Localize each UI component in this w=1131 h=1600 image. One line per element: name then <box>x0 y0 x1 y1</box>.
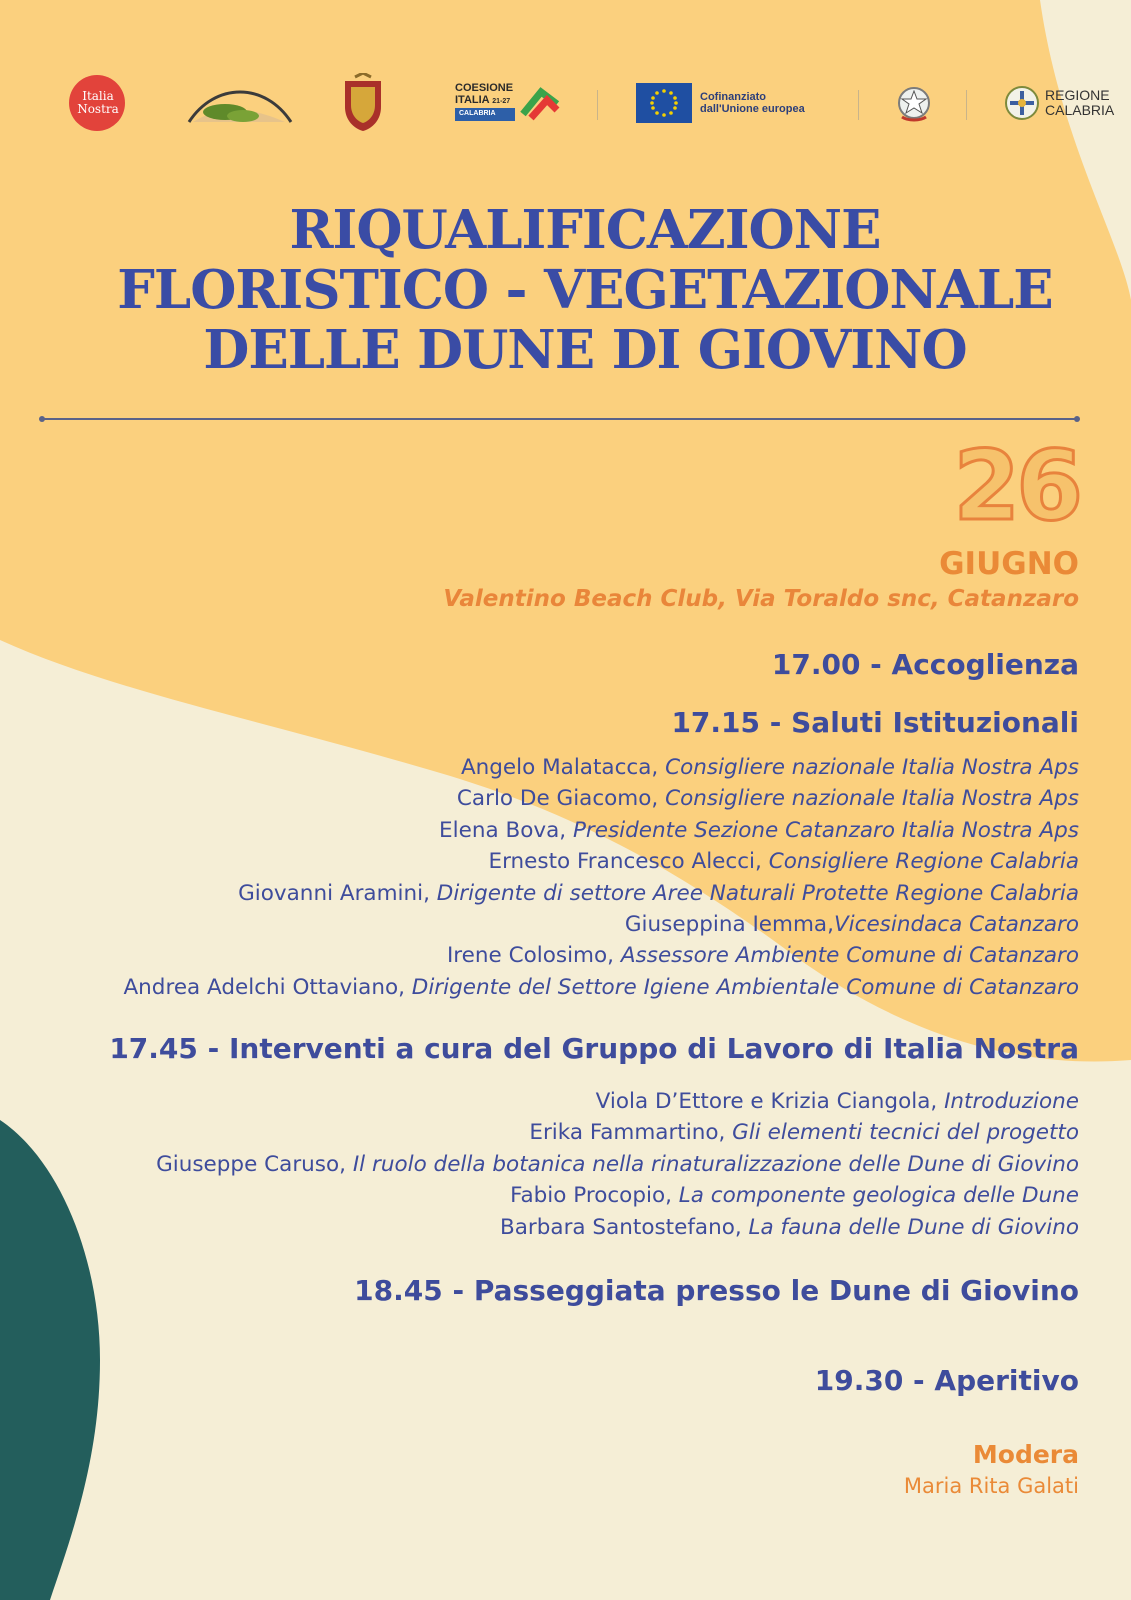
speaker-name: Erika Fammartino, <box>529 1120 733 1146</box>
title-line1: RIQUALIFICAZIONE <box>289 199 881 261</box>
talk-topic: La fauna delle Dune di Giovino <box>748 1214 1079 1240</box>
coesione-region: CALABRIA <box>459 110 496 117</box>
moderator-name: Maria Rita Galati <box>903 1474 1079 1498</box>
speaker-name: Giovanni Aramini, <box>238 880 437 906</box>
speaker-name: Viola D’Ettore e Krizia Ciangola, <box>595 1089 945 1114</box>
talk-speaker <box>156 1117 1079 1148</box>
greeting-speaker <box>123 846 1079 877</box>
speaker-name: Barbara Santostefano, <box>500 1214 749 1240</box>
italian-republic-emblem-icon <box>896 70 936 136</box>
dune-landscape-logo <box>185 70 295 136</box>
regione-calabria-emblem-icon <box>1005 86 1039 120</box>
speaker-name: Irene Colosimo, <box>446 943 621 969</box>
greeting-speaker <box>123 909 1079 940</box>
talk-topic: Introduzione <box>944 1089 1079 1114</box>
talk-speaker <box>156 1086 1079 1117</box>
event-title <box>40 200 1130 380</box>
speaker-name: Ernesto Francesco Alecci, <box>488 849 769 875</box>
greeting-speaker <box>123 752 1079 783</box>
eu-line2: dall'Unione europea <box>700 103 805 115</box>
italia-nostra-logo-text: Italia Nostra <box>77 89 119 116</box>
speaker-role: Dirigente di settore Aree Naturali Protette Regione Calabria <box>436 880 1079 906</box>
italia-nostra-logo <box>68 70 130 136</box>
logo-divider <box>966 90 967 120</box>
event-month: GIUGNO <box>939 546 1079 582</box>
speaker-role: Consigliere nazionale Italia Nostra Aps <box>665 786 1079 812</box>
title-divider <box>42 418 1077 420</box>
speaker-name: Angelo Malatacca, <box>460 755 666 780</box>
speaker-name: Andrea Adelchi Ottaviano, <box>123 974 412 1000</box>
speaker-role: Vicesindaca Catanzaro <box>833 912 1079 938</box>
event-venue: Valentino Beach Club, Via Toraldo snc, Catanzaro <box>443 586 1079 612</box>
speaker-name: Fabio Procopio, <box>510 1183 679 1209</box>
event-day: 26 <box>953 430 1079 542</box>
speaker-name: Giuseppe Caruso, <box>156 1151 353 1177</box>
speaker-name: Carlo De Giacomo, <box>456 786 666 812</box>
coesione-line1: COESIONE <box>455 82 514 94</box>
speaker-role: Consigliere Regione Calabria <box>768 849 1079 875</box>
speaker-role: Consigliere nazionale Italia Nostra Aps <box>665 755 1079 780</box>
speaker-name: Elena Bova, <box>439 817 573 843</box>
moderator-label: Modera <box>972 1440 1079 1469</box>
talk-topic: La componente geologica delle Dune <box>678 1183 1079 1209</box>
greeting-speaker <box>123 940 1079 971</box>
logo-divider <box>858 90 859 120</box>
greeting-speaker <box>123 878 1079 909</box>
greeting-speaker <box>123 783 1079 814</box>
eu-line1: Cofinanziato <box>700 91 766 103</box>
coesione-arrow-icon <box>517 84 561 122</box>
talk-topic: Gli elementi tecnici del progetto <box>732 1120 1079 1146</box>
talk-speaker <box>156 1180 1079 1211</box>
greeting-speaker <box>123 815 1079 846</box>
coat-of-arms-icon <box>341 70 387 136</box>
logo-divider <box>597 90 598 120</box>
regione-calabria-logo <box>1005 70 1117 136</box>
coesione-line2: ITALIA <box>455 94 490 106</box>
schedule-aperitif: 19.30 - Aperitivo <box>814 1364 1079 1397</box>
talk-topic: Il ruolo della botanica nella rinaturalizzazione delle Dune di Giovino <box>352 1151 1079 1177</box>
speaker-name: Giuseppina Iemma, <box>624 912 834 938</box>
speaker-role: Presidente Sezione Catanzaro Italia Nostra Aps <box>572 817 1079 843</box>
schedule-greetings: 17.15 - Saluti Istituzionali <box>671 706 1079 739</box>
title-line3: DELLE DUNE DI GIOVINO <box>203 319 967 381</box>
coesione-years: 21-27 <box>492 98 511 105</box>
schedule-talks: 17.45 - Interventi a cura del Gruppo di Lavoro di Italia Nostra <box>109 1032 1079 1065</box>
talks-list <box>156 1086 1079 1243</box>
greeting-speaker <box>123 972 1079 1003</box>
talk-speaker <box>156 1212 1079 1243</box>
title-line2: FLORISTICO - VEGETAZIONALE <box>117 259 1053 321</box>
greetings-list <box>123 752 1079 1003</box>
speaker-role: Assessore Ambiente Comune di Catanzaro <box>620 943 1079 969</box>
speaker-role: Dirigente del Settore Igiene Ambientale Comune di Catanzaro <box>411 974 1079 1000</box>
coesione-italia-logo <box>455 70 565 136</box>
schedule-walk: 18.45 - Passeggiata presso le Dune di Giovino <box>354 1274 1079 1307</box>
schedule-welcome: 17.00 - Accoglienza <box>771 648 1079 681</box>
regione-line2: CALABRIA <box>1045 102 1115 118</box>
regione-line1: REGIONE <box>1045 87 1110 103</box>
eu-cofinanced-logo <box>636 70 826 136</box>
eu-flag-icon <box>636 83 692 123</box>
talk-speaker <box>156 1149 1079 1180</box>
